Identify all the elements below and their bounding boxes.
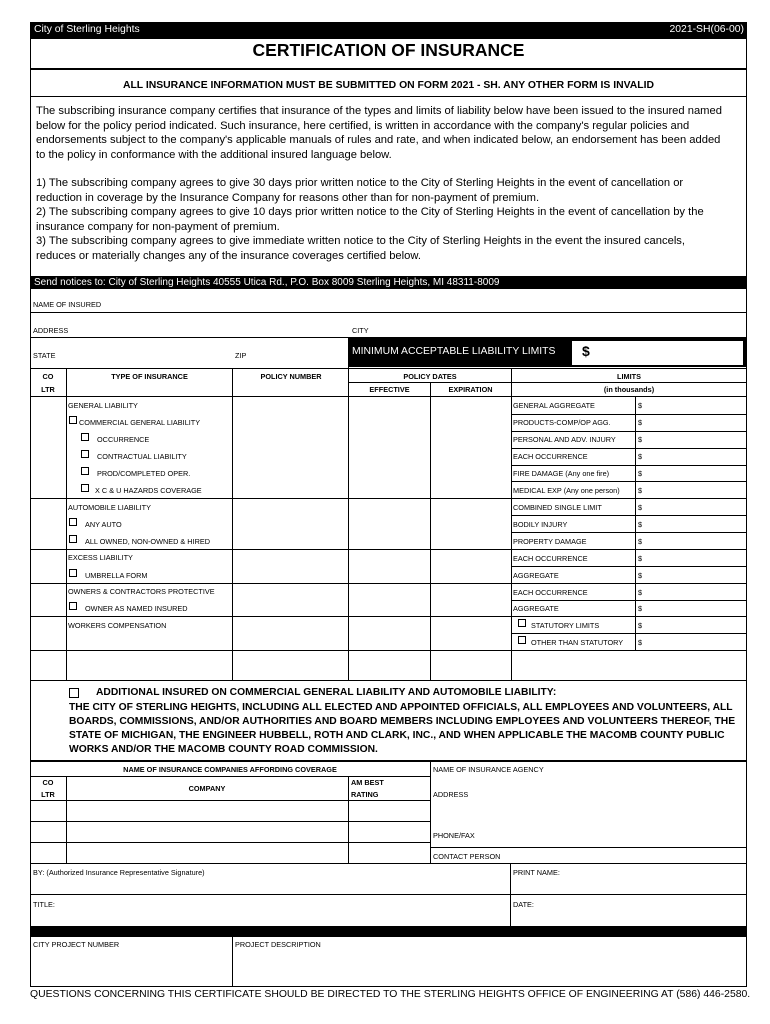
limit-statutory: STATUTORY LIMITS [531,621,600,630]
automobile-label: AUTOMOBILE LIABILITY [68,503,151,512]
project-description-label: PROJECT DESCRIPTION [235,940,321,949]
dollar-sign: $ [638,638,643,647]
clause-line: insurance company for non-payment of premium. [36,220,280,233]
limit-fire-damage: FIRE DAMAGE (Any one fire) [513,469,610,478]
commercial-general-label: COMMERCIAL GENERAL LIABILITY [79,418,201,427]
companies-company: COMPANY [188,784,226,793]
additional-insured-line: STATE OF MICHIGAN, THE ENGINEER HUBBELL, ROTH AND CLARK, INC., AND WHEN APPLICABLE THE MACOMB COUNTY PUBLIC [69,730,725,741]
intro-line: The subscribing insurance company certifies that insurance of the types and limits of liability below have been issued to the insured named [36,105,722,117]
separator-band [30,927,747,937]
col-in-thousands: (in thousands) [603,385,655,394]
umbrella-label: UMBRELLA FORM [85,571,148,580]
col-expiration: EXPIRATION [448,385,493,394]
dollar-sign: $ [638,469,643,478]
owners-contractors-label: OWNERS & CONTRACTORS PROTECTIVE [68,587,215,596]
company-row[interactable] [67,801,348,821]
occurrence-checkbox[interactable] [81,433,89,441]
insured-address-field[interactable] [30,313,348,337]
limit-excess-each: EACH OCCURRENCE [513,554,588,563]
additional-insured-line: THE CITY OF STERLING HEIGHTS, INCLUDING ALL ELECTED AND APPOINTED OFFICIALS, ALL EMPLOYEES AND VOLUNTEERS, ALL [69,702,733,713]
dollar-sign: $ [638,435,643,444]
workers-comp-label: WORKERS COMPENSATION [68,621,167,630]
state-field[interactable] [30,338,230,368]
clause-line: 3) The subscribing company agrees to give immediate written notice to the City of Sterling Heights in the event the insured cancels, [36,235,686,247]
col-limits: LIMITS [617,372,641,381]
dollar-sign: $ [638,537,643,546]
intro-paragraph [36,104,722,162]
owner-named-checkbox[interactable] [69,602,77,610]
send-notices-text: Send notices to: City of Sterling Heights 40555 Utica Rd., P.O. Box 8009 Sterling Heights, MI 48311-8009 [34,277,500,288]
agency-label: NAME OF INSURANCE AGENCY [433,765,544,774]
intro-line: below for the policy period indicated. Such insurance, here certified, is written in accordance with the company's regular policies and [36,119,690,132]
any-auto-label: ANY AUTO [85,520,122,529]
additional-insured-text [69,701,735,757]
limit-bodily-injury: BODILY INJURY [513,520,568,529]
dollar-sign: $ [638,520,643,529]
agency-phone-label: PHONE/FAX [433,831,475,840]
signature-by-label: BY: (Authorized Insurance Representative Signature) [33,868,205,877]
occurrence-label: OCCURRENCE [97,435,150,444]
col-type: TYPE OF INSURANCE [111,372,188,381]
col-policy-dates: POLICY DATES [403,372,457,381]
xcu-label: X C & U HAZARDS COVERAGE [95,486,202,495]
company-row[interactable] [67,843,348,863]
limit-property-damage: PROPERTY DAMAGE [513,537,587,546]
clause-line: reduces or materially changes any of the insurance coverages certified below. [36,249,421,262]
city-name: City of Sterling Heights [34,24,140,35]
prod-completed-label: PROD/COMPLETED OPER. [97,469,191,478]
company-row[interactable] [67,822,348,842]
prod-completed-checkbox[interactable] [81,467,89,475]
dollar-sign: $ [638,621,643,630]
all-owned-label: ALL OWNED, NON-OWNED & HIRED [85,537,211,546]
agency-contact-label: CONTACT PERSON [433,852,501,861]
all-owned-checkbox[interactable] [69,535,77,543]
dollar-sign: $ [638,452,643,461]
project-number-field[interactable] [30,938,232,986]
limit-products-comp: PRODUCTS-COMP/OP AGG. [513,418,611,427]
statutory-checkbox[interactable] [518,619,526,627]
companies-ltr: LTR [41,790,55,799]
additional-insured-line: BOARDS, COMMISSIONS, AND/OR AUTHORITIES AND BOARD MEMBERS INCLUDING EMPLOYEES AND VOLUNTEERS THEREOF, THE [69,716,736,727]
date-label: DATE: [513,900,534,909]
dollar-sign: $ [638,401,643,410]
intro-line: to the policy in conformance with the additional insured language below. [36,148,392,161]
zip-field[interactable] [232,338,348,368]
limit-other-statutory: OTHER THAN STATUTORY [531,638,624,647]
contractual-checkbox[interactable] [81,450,89,458]
title-label: TITLE: [33,900,55,909]
project-description-field[interactable] [233,938,747,986]
col-effective: EFFECTIVE [369,385,410,394]
name-of-insured-label: NAME OF INSURED [33,300,102,309]
insured-city-field[interactable] [349,313,747,337]
form-notice: ALL INSURANCE INFORMATION MUST BE SUBMITTED ON FORM 2021 - SH. ANY OTHER FORM IS INVALID [122,80,655,91]
dollar-sign: $ [638,418,643,427]
commercial-general-checkbox[interactable] [69,416,77,424]
signature-field[interactable] [30,864,510,894]
intro-line: endorsements subject to the company's applicable manuals of rules and rate, and when indicated below, an endorsement has been added [36,134,721,146]
limit-ocp-each: EACH OCCURRENCE [513,588,588,597]
companies-am-best: AM BEST [351,778,384,787]
col-co: CO [42,372,54,381]
dollar-sign: $ [638,588,643,597]
additional-insured-checkbox[interactable] [69,688,79,698]
zip-label: ZIP [235,351,247,360]
limit-excess-aggregate: AGGREGATE [513,571,559,580]
project-number-label: CITY PROJECT NUMBER [33,940,120,949]
city-label: CITY [352,326,369,335]
limit-ocp-aggregate: AGGREGATE [513,604,559,613]
col-policy-number: POLICY NUMBER [260,372,322,381]
limit-each-occurrence: EACH OCCURRENCE [513,452,588,461]
limit-medical-exp: MEDICAL EXP (Any one person) [513,486,620,495]
state-label: STATE [33,351,56,360]
col-ltr: LTR [41,385,55,394]
insured-name-field[interactable] [30,296,747,312]
print-name-field[interactable] [511,864,747,894]
companies-rating: RATING [351,790,379,799]
companies-co: CO [42,778,54,787]
min-limits-dollar: $ [582,343,590,359]
print-name-label: PRINT NAME: [513,868,560,877]
additional-insured-heading: ADDITIONAL INSURED ON COMMERCIAL GENERAL LIABILITY AND AUTOMOBILE LIABILITY: [96,687,557,698]
dollar-sign: $ [638,486,643,495]
excess-label: EXCESS LIABILITY [68,553,133,562]
min-limits-value-box[interactable] [572,341,743,365]
clause-line: reduction in coverage by the Insurance Company for reasons other than for non-payment of premium. [36,191,540,204]
owner-named-label: OWNER AS NAMED INSURED [85,604,188,613]
dollar-sign: $ [638,554,643,563]
limit-personal-adv: PERSONAL AND ADV. INJURY [513,435,616,444]
min-limits-label: MINIMUM ACCEPTABLE LIABILITY LIMITS [352,346,556,357]
date-field[interactable] [511,895,747,926]
dollar-sign: $ [638,571,643,580]
notice-clauses [36,176,704,263]
clause-line: 1) The subscribing company agrees to give 30 days prior written notice to the City of Sterling Heights in the event of cancellation or [36,177,684,189]
address-label: ADDRESS [33,326,69,335]
dollar-sign: $ [638,604,643,613]
limit-general-aggregate: GENERAL AGGREGATE [513,401,595,410]
umbrella-checkbox[interactable] [69,569,77,577]
limit-combined-single: COMBINED SINGLE LIMIT [513,503,602,512]
additional-insured-line: WORKS AND/OR THE MACOMB COUNTY ROAD COMMISSION. [69,744,378,755]
form-code: 2021-SH(06-00) [669,24,744,35]
contractual-label: CONTRACTUAL LIABILITY [97,452,187,461]
clause-line: 2) The subscribing company agrees to give 10 days prior written notice to the City of Sterling Heights in the event of cancellation by the [36,206,704,218]
dollar-sign: $ [638,503,643,512]
any-auto-checkbox[interactable] [69,518,77,526]
xcu-checkbox[interactable] [81,484,89,492]
general-liability-label: GENERAL LIABILITY [68,401,138,410]
title-field[interactable] [30,895,510,926]
companies-heading: NAME OF INSURANCE COMPANIES AFFORDING COVERAGE [123,765,337,774]
agency-address-label: ADDRESS [433,790,469,799]
page-title: CERTIFICATION OF INSURANCE [252,40,525,60]
other-statutory-checkbox[interactable] [518,636,526,644]
footer-notice: QUESTIONS CONCERNING THIS CERTIFICATE SHOULD BE DIRECTED TO THE STERLING HEIGHTS OFFICE OF ENGINEERING AT (586) 446-2580. [30,989,751,1000]
